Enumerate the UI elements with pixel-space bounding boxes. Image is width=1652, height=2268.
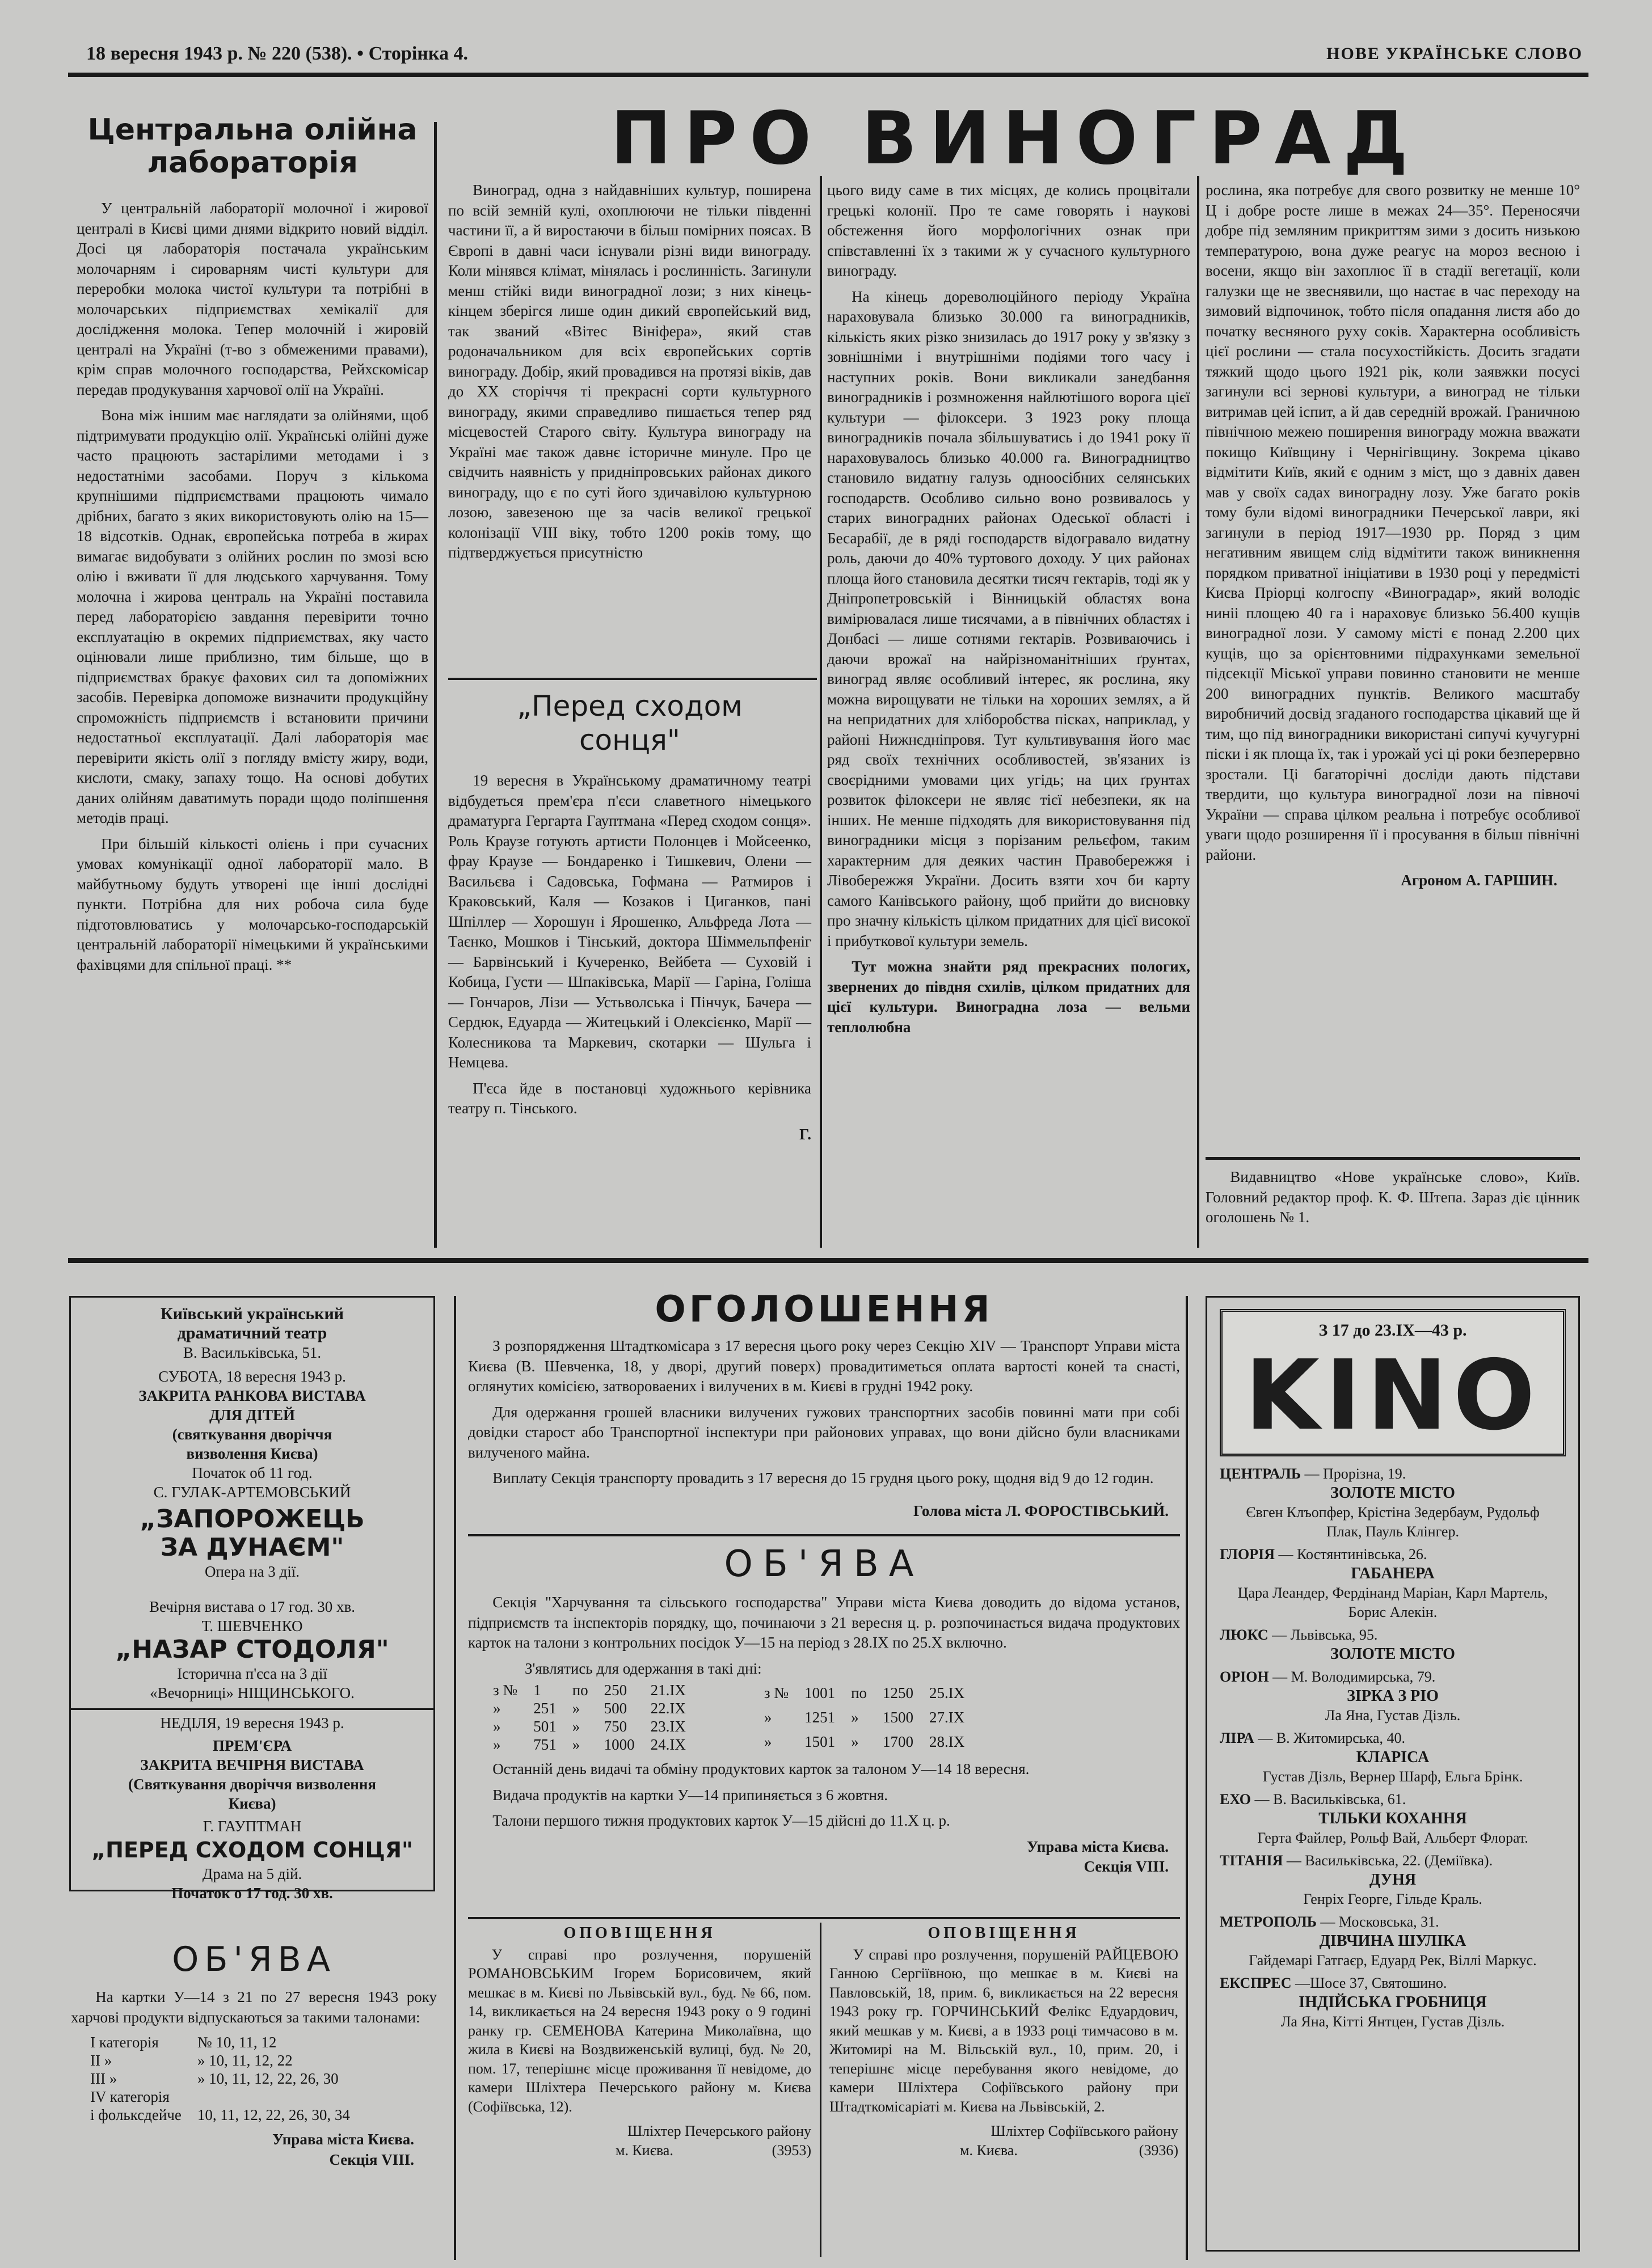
cell: 251 xyxy=(533,1700,557,1717)
play-title: „ПЕРЕД СХОДОМ СОНЦЯ" xyxy=(91,1838,413,1862)
section-rule xyxy=(468,1917,1180,1919)
play-note: «Вечорниці» НІЩИНСЬКОГО. xyxy=(150,1684,355,1701)
theatre-name-2: драматичний театр xyxy=(177,1324,327,1342)
category: ІІІ » xyxy=(90,2070,117,2087)
coupons: » 10, 11, 12, 22 xyxy=(197,2052,293,2069)
kino-banner xyxy=(1220,1309,1566,1456)
cell: » xyxy=(493,1736,501,1753)
lab-title: Центральна олійна лабораторія xyxy=(87,113,418,180)
cell: » xyxy=(572,1718,580,1735)
celebration-note: Києва) xyxy=(228,1795,276,1812)
cell: 751 xyxy=(533,1736,557,1753)
sunrise-title-1: „Перед сходом xyxy=(517,690,743,723)
cell: 24.IX xyxy=(650,1736,686,1753)
cell: » xyxy=(764,1708,772,1726)
grapes-column-2 xyxy=(827,180,1190,1043)
small-notice-signature: Секція VIII. xyxy=(329,2151,414,2168)
coupons xyxy=(189,2088,358,2106)
notice-signature: Шліхтер Софіївського району xyxy=(991,2123,1178,2139)
film-title: ДУНЯ xyxy=(1369,1871,1417,1889)
film-title: ІНДІЙСЬКА ГРОБНИЦЯ xyxy=(1299,1994,1487,2011)
film-cast: Ла Яна, Густав Дізль. xyxy=(1325,1707,1461,1724)
masthead: НОВЕ УКРАЇНСЬКЕ СЛОВО xyxy=(1326,44,1583,63)
cinema-name: ГЛОРІЯ xyxy=(1220,1546,1275,1562)
cinema-name: ТІТАНІЯ xyxy=(1220,1852,1283,1869)
coupons: 10, 11, 12, 22, 26, 30, 34 xyxy=(197,2106,350,2123)
cell: » xyxy=(764,1733,772,1750)
film-cast: Густав Дізль, Вернер Шарф, Ельга Брінк. xyxy=(1262,1768,1523,1785)
cell: » xyxy=(493,1718,501,1735)
notice-signature: м. Києва. xyxy=(616,2142,673,2159)
grapes-paragraph: рослина, яка потребує для свого розвитку не менше 10° Ц і добре росте лише в межах 24—35°. Переносячи добре під земляним прикриттям зими з досить низькою температурою, вона дуже реагує на мороз весною і восени, якщо він захоплює її в стадії вегетації, коли галузки ще не звеснявили, що настає в час переходу на зимовий відпочинок, тобто після опадання листя або до початку весняного руху соків. Характерна особливість цієї рослини — стала посухостійкість. Досить згадати тяжкий щодо цього 1921 рік, коли заявжки посусі загинули всі зернові культури, а виноград не тільки витримав цей іспит, а й дав середній врожай. Граничною північною межею поширення винограду можна вважати покищо Київщину і Чернігівщину. Зокрема цікаво відмітити Київ, який є одним з міст, що з давніх давен мав у своїх садах виноградну лозу. Уже багато років тому були відомі виноградники Печерської лаври, які загинули в період 1917—1930 рр. Поряд з цим негативним явищем слід відмітити також виникнення порядком приватної ініціативи в 1930 році у передмісті Києва Пріорці колгоспу «Виноградар», який володіє ниніі площею 40 га і нараховує близько 56.400 кущів виноградної лози. У самому місті є понад 2.200 цих кущів, що за орієнтовними підрахунками земельної підсекції Міської управи повинно становити не менше 200 виноградних пунктів. Великого масштабу виробничий досвід згаданого господарства цікавий ще й тим, що під виноградники використані сипучі кучугурні піски і як площа їх, так і урожай усі ці роки безперервно зростали. Ці багаторічні досліди дають підстави твердити, що культура виноградної лози на півночі України — справа цілком реальна і потребує особливої уваги щодо розширення її і просування в більш північні райони. xyxy=(1206,181,1580,863)
notice-footer xyxy=(468,2141,811,2160)
cinema-entry xyxy=(1220,1545,1566,1622)
column-divider xyxy=(434,122,437,1248)
publisher-rule xyxy=(1206,1157,1580,1160)
cell: 250 xyxy=(604,1682,627,1699)
cell: 23.IX xyxy=(650,1718,686,1735)
schedule-left xyxy=(485,1681,694,1754)
announcement-title: ОГОЛОШЕННЯ xyxy=(655,1289,993,1331)
film-cast: Гайдемарі Гатгаєр, Едуард Рек, Віллі Маркус. xyxy=(1249,1952,1537,1969)
play-title: „ЗАПОРОЖЕЦЬ xyxy=(140,1505,365,1534)
film-title: ГАБАНЕРА xyxy=(1351,1565,1435,1582)
cinema-address: — В. Васильківська, 61. xyxy=(1251,1791,1406,1807)
celebration-note: (Святкування дворіччя визволення xyxy=(128,1776,377,1793)
film-title: ЗІРКА З РІО xyxy=(1347,1687,1439,1705)
sunrise-signature: Г. xyxy=(799,1125,811,1143)
notice-text: У справі про розлучення, порушеній РОМАНОВСЬКИМ Ігорем Борисовичем, який мешкає в м. Києві по Львівській вул., буд. № 66, пом. 14, викликається на 24 вересня 1943 року о 9 годині ранку гр. СЕМЕНОВА Катерина Миколаївна, що жила в Києві на Воздвиженській вулиці, буд. № 20, пом. 17, теперішнє місце проживання її невідоме, до камери Шліхтера Печерського району м. Києва (Софіївська, 12). xyxy=(468,1946,811,2115)
cinema-name: МЕТРОПОЛЬ xyxy=(1220,1914,1317,1930)
cinema-line xyxy=(1220,1729,1566,1748)
cinema-listings xyxy=(1206,1296,1580,2252)
notice-code: (3953) xyxy=(772,2142,811,2159)
notice-signature: м. Києва. xyxy=(960,2142,1018,2159)
cards-notice-intro: Секція "Харчування та сільського господарства" Управи міста Києва доводить до відома установ, підприємств та інспекторів порядку, що, починаючи з 21 вересня ц. р. розпочинається видача продуктових карток на талони з контрольних посідок У—15 на період з 28.IX по 25.X включно. xyxy=(468,1594,1180,1651)
film-cast: Євген Клъопфер, Крістіна Зедербаум, Рудольф Плак, Пауль Клінгер. xyxy=(1246,1504,1540,1540)
column-divider xyxy=(1186,1296,1188,2260)
table-row xyxy=(485,1699,694,1717)
cinema-line xyxy=(1220,1790,1566,1809)
publisher-text: Видавництво «Нове українське слово», Київ. Головний редактор проф. К. Ф. Штепа. Зараз діє цінник оголошень № 1. xyxy=(1206,1168,1580,1226)
grapes-signature: Агроном А. ГАРШИН. xyxy=(1401,872,1557,889)
cards-notice-signature: Управа міста Києва. xyxy=(1027,1838,1169,1855)
section-rule xyxy=(448,678,817,680)
small-notice xyxy=(71,1940,437,2170)
divorce-notice-2 xyxy=(829,1924,1178,2160)
cinema-name: ЛІРА xyxy=(1220,1730,1254,1746)
cinema-address: — Костянтинівська, 26. xyxy=(1275,1546,1427,1562)
cell: 25.IX xyxy=(929,1684,965,1702)
film-title: ЗОЛОТЕ МІСТО xyxy=(1330,1645,1455,1663)
issue-header: 18 вересня 1943 р. № 220 (538). • Сторінка 4. xyxy=(86,43,468,64)
grapes-column-1 xyxy=(448,180,811,569)
sunday-date: НЕДІЛЯ, 19 вересня 1943 р. xyxy=(71,1708,433,1733)
cell: 500 xyxy=(604,1700,627,1717)
cell: » xyxy=(572,1736,580,1753)
table-row xyxy=(82,2051,358,2070)
ration-table xyxy=(82,2033,358,2124)
film-cast: Цара Леандер, Фердінанд Маріан, Карл Мартель, Борис Алекін. xyxy=(1237,1585,1548,1620)
cell: 21.IX xyxy=(650,1682,686,1699)
cards-notice-signature: Секція VIII. xyxy=(1084,1858,1169,1875)
divorce-notice-1 xyxy=(468,1924,811,2160)
cinema-line xyxy=(1220,1667,1566,1687)
cell: 750 xyxy=(604,1718,627,1735)
film-title: КЛАРІСА xyxy=(1356,1748,1430,1766)
cinema-name: ЛЮКС xyxy=(1220,1627,1268,1643)
cell: » xyxy=(851,1733,859,1750)
cinema-entry xyxy=(1220,1625,1566,1664)
notice-title: ОПОВІЩЕННЯ xyxy=(928,1924,1080,1942)
lab-paragraph: При більшій кількості олієнь і при сучасних умовах комунікації одної лабораторії мало. В майбутньому будуть утворені ще інші дослідні пункти. Потрібна для них робоча сила буде підготовлюватись у молочарсько-господарській центральній лабораторії німецькими й українськими фахівцями для спільної праці. ** xyxy=(77,835,428,973)
kino-dates: З 17 до 23.IX—43 р. xyxy=(1318,1321,1467,1340)
cinema-name: ЕХО xyxy=(1220,1791,1251,1807)
grapes-column-3 xyxy=(1206,180,1580,891)
grapes-title: ПРО ВИНОГРАД xyxy=(610,96,1421,181)
film-title: ЗОЛОТЕ МІСТО xyxy=(1330,1484,1455,1502)
cinema-entry xyxy=(1220,1667,1566,1725)
cell: 1 xyxy=(533,1682,541,1699)
table-row xyxy=(756,1729,972,1754)
grapes-paragraph: На кінець дореволюційного періоду Україна нараховувала близько 30.000 га виноградників, кількість яких різко знизилась до 1917 року у зв'язку з зовнішніми і внутрішніми подіями того часу і наступних років. Вони викликали занедбання виноградників і розмноження найлютішого ворога цієї культури — філоксери. З 1923 року площа виноградників почала збільшуватись і до 1941 року її нараховувалось близько 40.000 га. Виноградництво становило видатну галузь одноосібних селянських господарств. Особливо сильно воно розвивалось у старих виноградних районах Одеської області і Бесарабії, де в ряді господарств відогравало видатну роль, даючи до 40% туртового доходу. У цих районах площа його становила десятки тисяч гектарів, тоді як у Дніпропетровській і Вінницькій областях вона вимірювалася лише тисячами, а в північних областях і Донбасі — лише сотнями гектарів. Розвиваючись і даючи врожаї на найрізноманітніших ґрунтах, виноград являє особливий інтерес, як рослина, яку можна вирощувати не тільки на хороших землях, а й на непридатних для хліборобства пісках, наприклад, у районі Нижнєдніпровя. Тут культивування його має ряд своїх технічних особливостей, зв'язаних із своєрідними умовами цих угідь; на цих ґрунтах розвиток філоксери не являє тієї небезпеки, як на інших. Не менше підходять для використовування під виноградники місця з порізаним рельєфом, таким характерним для деяких частин Правобережжя і Лівобережжя України. Досить взяти хоч би карту самого Канівського району, щоб прийти до висновку про значну кількість цілком придатних для цієї високої і прибуткової культури земель. xyxy=(827,288,1190,949)
cell: по xyxy=(572,1682,588,1699)
cards-notice-paragraph: Останній день видачі та обміну продуктових карток за талоном У—14 18 вересня. xyxy=(492,1760,1030,1777)
cinema-line xyxy=(1220,1974,1566,1993)
sunrise-article xyxy=(448,689,811,1144)
notice-signature: Шліхтер Печерського району xyxy=(627,2123,811,2139)
table-row xyxy=(485,1735,694,1754)
cinema-line xyxy=(1220,1545,1566,1564)
film-cast: Ла Яна, Кітті Янтцен, Густав Дізль. xyxy=(1280,2013,1505,2030)
play-title: „НАЗАР СТОДОЛЯ" xyxy=(115,1635,389,1664)
cell: 1001 xyxy=(804,1684,836,1702)
cinema-address: — М. Володимирська, 79. xyxy=(1268,1669,1436,1685)
cell: 1000 xyxy=(604,1736,635,1753)
announcement-paragraph: Виплату Секція транспорту провадить з 17 вересня до 15 грудня цього року, щодня від 9 до 12 годин. xyxy=(492,1469,1154,1486)
announcement-paragraph: З розпорядження Штадткомісара з 17 вересня цього року через Секцію XIV — Транспорт Управи міста Києва (В. Шевченка, 18, у дворі, другий поверх) провадитиметься оплата вартості коней та снасті, оглянутих комісією, затвороваених і вилучених в м. Києві в грудні 1942 року. xyxy=(468,1337,1180,1395)
cinema-entry xyxy=(1220,1912,1566,1970)
cinema-line xyxy=(1220,1912,1566,1932)
closed-morning: ЗАКРИТА РАНКОВА ВИСТАВА xyxy=(138,1387,366,1404)
cards-notice-subhead: З'являтись для одержання в такі дні: xyxy=(525,1659,762,1677)
category: ІІ » xyxy=(90,2052,112,2069)
sunrise-paragraph: 19 вересня в Українському драматичному театрі відбудеться прем'єра п'єси славетного німецького драматурга Гергарта Гауптмана «Перед сходом сонця». Роль Краузе готують артисти Полонцев і Мойсеенко, фрау Краузе — Бондаренко і Тишкевич, Олени — Васильєва і Садовська, Гофмана — Ратмиров і Краковський, Каля — Козаков і Циганков, пані Шпіллер — Хорошун і Ярошенко, Альфреда Лота — Таєнко, Мошков і Тінський, доктора Шіммельпфеніг — Барвінський і Кучеренко, Вейбета — Суховій і Кобица, Густи — Шпаківська, Марії — Гаріна, Голіша — Гончаров, Лізи — Устьволська і Пінчук, Бачера — Сердюк, Едуарда — Житецький і Олексієнко, Марії — Колесникова та Маркевич, скотарки — Шульга і Немцева. xyxy=(448,772,811,1071)
cinema-address: — Прорізна, 19. xyxy=(1301,1465,1406,1482)
cinema-address: — В. Житомирська, 40. xyxy=(1254,1730,1405,1746)
column-divider xyxy=(1197,176,1199,1248)
kino-list xyxy=(1220,1464,1566,2032)
section-rule xyxy=(68,1258,1588,1263)
film-cast: Герта Файлер, Рольф Вай, Альберт Флорат. xyxy=(1257,1830,1528,1846)
grapes-paragraph: Тут можна знайти ряд прекрасних пологих, звернених до півдня схилів, цілком придатних для цієї культури. Виноградна лоза — вельми теплолюбна xyxy=(827,958,1190,1036)
cell: 1250 xyxy=(883,1684,914,1702)
lab-paragraph: Вона між іншим має наглядати за олійнями, щоб підтримувати продукцію олії. Українські олійні дуже часто працюють застарілими методами і з недостатніми засобами. Поруч з кількома крупнішими підприємствами працюють чимало дрібних, багато з яких використовують олію на 15—18 відсотків. Однак, європейська потреба в жирах вимагає видобувати з олійних рослин по змозі всю олію і вживати її для людського харчування. Тому молочна і жирова централь на Україні поставила перед лабораторією завдання перевірити точно експлуатацію в окремих підприємствах, яку часто оцінювали лише приблизно, тим більше, що в підприємствах бракує фахових сил та допоміжних засобів. Перевірка допоможе визначити продукційну спроможність підприємств і встановити причини недостатньої експлуатації. Далі лабораторія має перевірити якість олії з погляду вмісту жиру, води, кислоти, смаку, запаху тощо. На основі добутих даних олійням даватимуть поради щодо поліпшення методів праці. xyxy=(77,407,428,826)
cards-notice xyxy=(468,1541,1180,1877)
table-row xyxy=(82,2106,358,2124)
cell: » xyxy=(572,1700,580,1717)
cinema-entry xyxy=(1220,1464,1566,1541)
cards-notice-paragraph: Талони першого тижня продуктових карток У—15 дійсні до 11.X ц. р. xyxy=(492,1812,950,1829)
cinema-line xyxy=(1220,1851,1566,1870)
cell: 28.IX xyxy=(929,1733,965,1750)
notice-text: У справі про розлучення, порушеній РАЙЦЕВОЮ Ганною Сергіївною, що мешкає в м. Києві на Павловській, 18, прим. 6, викликається на 22 вересня 1943 року гр. ГОРЧИНСЬКИЙ Фелікс Едуардович, який мешкав у м. Києві, а в 1933 році тимчасово в м. Житомирі на М. Вільській вул., 10, прим. 20, і теперішнє місце перебування якого невідоме, до камери Шліхтера Софіївського району при Штадткомісаріаті м. Києва на Львівській, 2. xyxy=(829,1946,1178,2115)
cell: 501 xyxy=(533,1718,557,1735)
cinema-line xyxy=(1220,1464,1566,1484)
cell: 1501 xyxy=(804,1733,836,1750)
saturday-date: СУБОТА, 18 вересня 1943 р. xyxy=(158,1368,346,1385)
cell: 1251 xyxy=(804,1708,836,1726)
author: Г. ГАУПТМАН xyxy=(203,1818,302,1835)
play-genre: Опера на 3 дії. xyxy=(204,1563,300,1580)
celebration-note: визволення Києва) xyxy=(186,1445,318,1462)
play-genre: Драма на 5 дій. xyxy=(202,1865,302,1882)
film-title: ТІЛЬКИ КОХАННЯ xyxy=(1318,1810,1467,1827)
schedule-right xyxy=(756,1681,972,1754)
play-title: ЗА ДУНАЄМ" xyxy=(160,1533,344,1562)
category: і фольксдейчe xyxy=(90,2106,182,2123)
cards-notice-title: ОБ'ЯВА xyxy=(724,1543,924,1585)
cinema-address: — Львівська, 95. xyxy=(1268,1627,1378,1643)
table-row xyxy=(82,2070,358,2088)
start-time: Початок об 11 год. xyxy=(192,1464,313,1481)
cell: з № xyxy=(493,1682,518,1699)
cinema-address: —Шосе 37, Святошино. xyxy=(1291,1975,1447,1991)
table-row xyxy=(485,1681,694,1699)
cell: по xyxy=(851,1684,867,1702)
lab-paragraph: У центральній лабораторії молочної і жирової централі в Києві цими днями відкрито новий відділ. Досі ця лабораторія постачала українським молочарням і сироварням чисті культури для переробки молока чистої культури та потрібні в молочарських підприємствах хемікалії для дослідження молока. Тепер молочній і жировій централі на Україні (т-во з обмеженими правами), крім справ молочного господарства, Рейхскомісар передав продукування харчової олії на Україні. xyxy=(77,200,428,398)
table-row xyxy=(756,1681,972,1705)
table-row xyxy=(485,1717,694,1735)
announcement-paragraph: Для одержання грошей власники вилучених гужових транспортних засобів повинні мати при собі довідки старост або Транспортної інспектури при районових управах, що вони дійсно були власниками вилученого майна. xyxy=(468,1403,1180,1461)
author: С. ГУЛАК-АРТЕМОВСЬКИЙ xyxy=(153,1484,351,1501)
small-notice-intro: На картки У—14 з 21 по 27 вересня 1943 року харчові продукти відпускаються за такими талонами: xyxy=(71,1988,437,2026)
transport-announcement xyxy=(468,1287,1180,1521)
cinema-entry xyxy=(1220,1729,1566,1786)
cell: 1500 xyxy=(883,1708,914,1726)
film-cast: Генріх Георге, Гільде Краль. xyxy=(1303,1891,1482,1907)
category: І категорія xyxy=(90,2034,159,2051)
announcement-signature: Голова міста Л. ФОРОСТІВСЬКИЙ. xyxy=(913,1502,1169,1519)
table-row xyxy=(82,2033,358,2051)
theatre-address: В. Васильківська, 51. xyxy=(183,1344,322,1361)
film-title: ДІВЧИНА ШУЛІКА xyxy=(1319,1932,1466,1950)
table-row xyxy=(756,1705,972,1730)
play-genre: Історична п'єса на 3 дії xyxy=(177,1665,327,1682)
cell: 22.IX xyxy=(650,1700,686,1717)
for-kids: ДЛЯ ДІТЕЙ xyxy=(209,1407,296,1424)
closed-evening: ЗАКРИТА ВЕЧІРНЯ ВИСТАВА xyxy=(140,1756,364,1773)
cinema-line xyxy=(1220,1625,1566,1645)
cell: » xyxy=(851,1708,859,1726)
cinema-address: — Московська, 31. xyxy=(1316,1914,1439,1930)
cinema-name: ЦЕНТРАЛЬ xyxy=(1220,1465,1301,1482)
lab-article xyxy=(77,113,428,981)
evening-time: Вечірня вистава о 17 год. 30 хв. xyxy=(149,1598,356,1615)
cell: з № xyxy=(764,1684,789,1702)
category: IV категорія xyxy=(90,2088,170,2105)
header-rule xyxy=(68,73,1588,77)
column-divider xyxy=(454,1296,456,2260)
theatre-name-1: Київський український xyxy=(160,1304,344,1323)
sunrise-title-2: сонця" xyxy=(579,724,680,757)
cards-notice-paragraph: Видача продуктів на картки У—14 припиняється з 6 жовтня. xyxy=(492,1786,888,1804)
table-row xyxy=(82,2088,358,2106)
celebration-note: (святкування дворіччя xyxy=(172,1426,332,1443)
coupons: » 10, 11, 12, 22, 26, 30 xyxy=(197,2070,339,2087)
notice-title: ОПОВІЩЕННЯ xyxy=(563,1924,716,1942)
cinema-name: ОРІОН xyxy=(1220,1669,1269,1685)
cell: 27.IX xyxy=(929,1708,965,1726)
cinema-name: ЕКСПРЕС xyxy=(1220,1975,1292,1991)
premiere: ПРЕМ'ЄРА xyxy=(212,1737,292,1754)
coupons: № 10, 11, 12 xyxy=(197,2034,277,2051)
author: Т. ШЕВЧЕНКО xyxy=(201,1617,303,1635)
cinema-entry xyxy=(1220,1790,1566,1848)
small-notice-title: ОБ'ЯВА xyxy=(172,1940,336,1979)
column-divider xyxy=(820,176,822,1248)
sunrise-paragraph: П'єса йде в постановці художнього керівника театру п. Тінського. xyxy=(448,1079,811,1117)
start-time: Початок о 17 год. 30 хв. xyxy=(171,1885,333,1902)
grapes-paragraph: Виноград, одна з найдавніших культур, поширена по всій земній кулі, охоплюючи не тільки південні частини її, а й виростаючи в більш помірних поясах. В Європі в давні часи існували різні види винограду. Коли мінявся клімат, мінялась і рослинність. Загинули менш стійкі види виноградної лози; з них кінець-кінцем зберігся лише один дикий європейський вид, так званий «Вітес Вініфера», який став родоначальником для всіх європейських сортів винограду. Добір, який провадився на протязі віків, дав до XX сторіччя ті прекрасні сорти культурного винограду, якими справедливо пишається тепер ряд місцевостей Старого світу. Культура винограду на Україні має також давнє історичне минуле. Про це свідчить наявність у придніпровських районах дикого винограду, що є по суті його здичавілою культурною лозою, завезеною ще за часів великої грецької колонізації VIII віку, тобто 1200 років тому, що підтверджується присутністю xyxy=(448,181,811,561)
section-rule xyxy=(468,1534,1180,1536)
notice-footer xyxy=(829,2141,1178,2160)
cell: » xyxy=(493,1700,501,1717)
schedule-tables xyxy=(468,1681,1180,1754)
cinema-entry xyxy=(1220,1974,1566,2032)
publisher-info xyxy=(1206,1167,1580,1234)
column-divider xyxy=(820,1923,821,2257)
theatre-ad xyxy=(69,1296,435,1902)
cinema-address: — Васильківська, 22. (Деміївка). xyxy=(1283,1852,1493,1869)
small-notice-signature: Управа міста Києва. xyxy=(272,2131,414,2148)
notice-code: (3936) xyxy=(1139,2142,1178,2159)
cinema-entry xyxy=(1220,1851,1566,1909)
kino-logo: KINO xyxy=(1245,1340,1541,1452)
grapes-paragraph: цього виду саме в тих місцях, де колись процвітали грецькі колонії. Про те саме говорять і наукові обстеження його морфологічних ознак при співставленні їх з такими ж у сучасного культурного винограду. xyxy=(827,181,1190,279)
cell: 1700 xyxy=(883,1733,914,1750)
